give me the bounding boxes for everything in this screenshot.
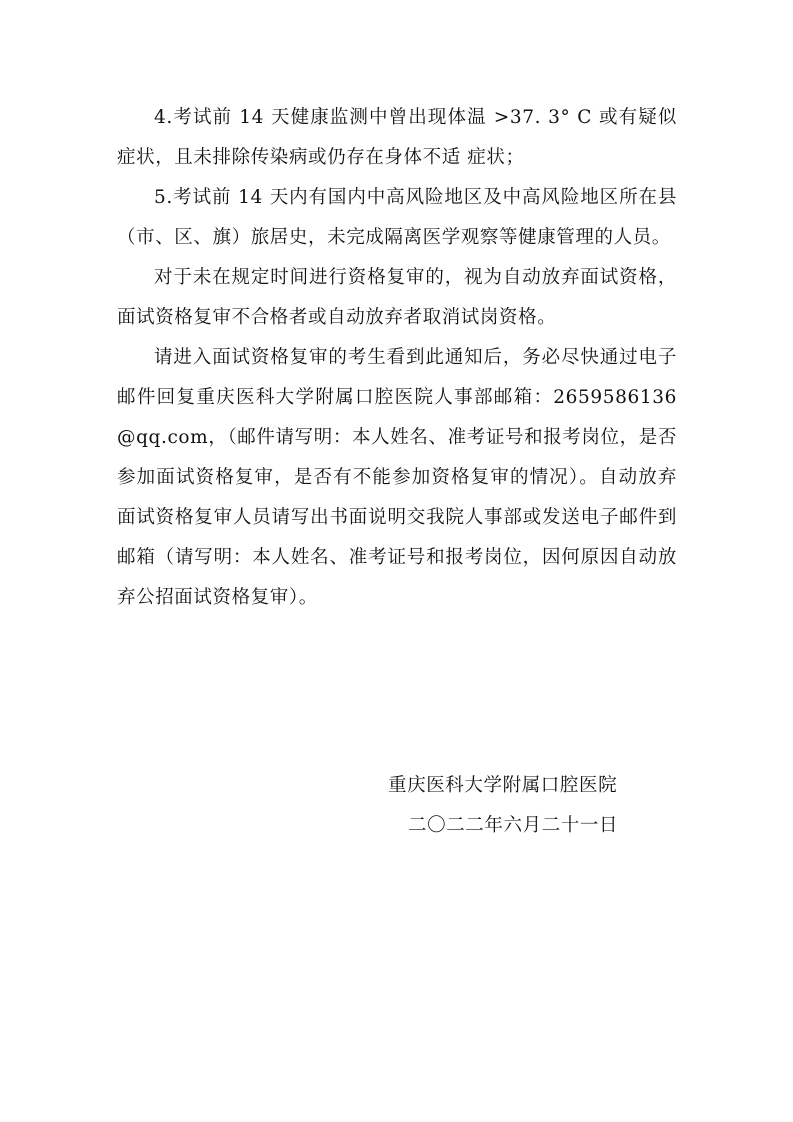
paragraph-review-notice: 对于未在规定时间进行资格复审的，视为自动放弃面试资格，面试资格复审不合格者或自动放弃者取消试岗资格。 xyxy=(117,267,677,328)
signature-organization: 重庆医科大学附属口腔医院 xyxy=(388,775,618,796)
paragraph-email-instructions: 请进入面试资格复审的考生看到此通知后，务必尽快通过电子邮件回复重庆医科大学附属口腔医院人事部邮箱：2659586136@qq.com，（邮件请写明：本人姓名、准考证号和报考岗位，是否参加面试资格复审，是否有不能参加资格复审的情况）。自动放弃面试资格复审人员请写出书面说明交我院人事部或发送电子邮件到邮箱（请写明：本人姓名、准考证号和报考岗位，因何原因自动放弃公招面试资格复审）。 xyxy=(117,347,677,608)
signature-date: 二〇二二年六月二十一日 xyxy=(408,815,619,836)
paragraph-item-5: 5.考试前 14 天内有国内中高风险地区及中高风险地区所在县（市、区、旗）旅居史，未完成隔离医学观察等健康管理的人员。 xyxy=(117,187,677,248)
document-body xyxy=(117,98,677,618)
paragraph-item-4: 4.考试前 14 天健康监测中曾出现体温 >37. 3° C 或有疑似症状，且未排除传染病或仍存在身体不适 症状； xyxy=(117,107,677,168)
